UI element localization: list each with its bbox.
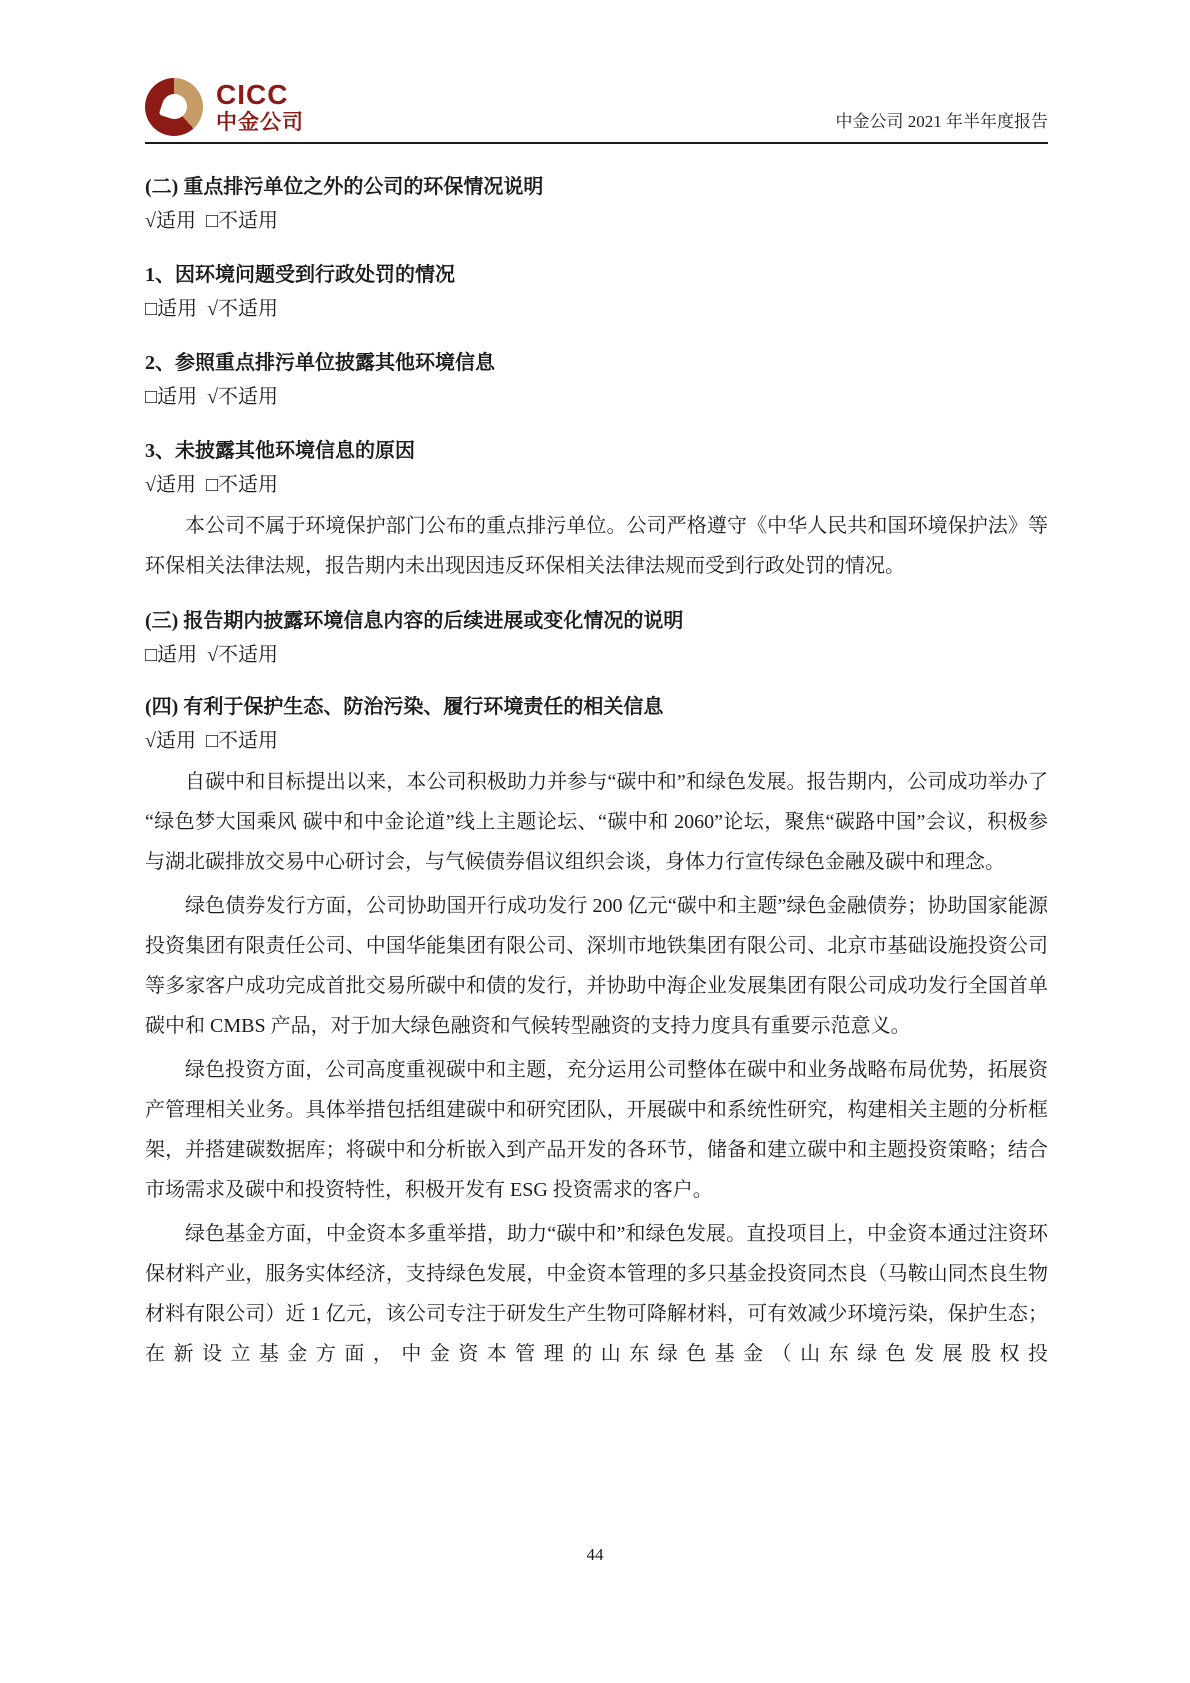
section2-applicability: √适用 □不适用 bbox=[145, 210, 279, 232]
section2-heading: (二) 重点排污单位之外的公司的环保情况说明 bbox=[145, 176, 544, 198]
item1-applicability: □适用 √不适用 bbox=[145, 298, 279, 320]
document-body bbox=[145, 144, 1048, 1374]
item3-heading: 3、未披露其他环境信息的原因 bbox=[145, 440, 415, 462]
section4-paragraph-1: 自碳中和目标提出以来，本公司积极助力并参与“碳中和”和绿色发展。报告期内，公司成功举办了“绿色梦大国乘风 碳中和中金论道”线上主题论坛、“碳中和 2060”论坛，聚焦“碳路中国”会议，积极参与湖北碳排放交易中心研讨会，与气候债券倡议组织会谈，身体力行宣传绿色金融及碳中和理念。 bbox=[145, 771, 1048, 873]
cicc-logo-text bbox=[216, 81, 304, 133]
section4-paragraph-4: 绿色基金方面，中金资本多重举措，助力“碳中和”和绿色发展。直投项目上，中金资本通过注资环保材料产业，服务实体经济，支持绿色发展，中金资本管理的多只基金投资同杰良（马鞍山同杰良生物材料有限公司）近 1 亿元，该公司专注于研发生产生物可降解材料，可有效减少环境污染，保护生态；在新设立基金方面，中金资本管理的山东绿色基金（山东绿色发展股权投 bbox=[145, 1223, 1048, 1365]
item3-paragraph: 本公司不属于环境保护部门公布的重点排污单位。公司严格遵守《中华人民共和国环境保护法》等环保相关法律法规，报告期内未出现因违反环保相关法律法规而受到行政处罚的情况。 bbox=[145, 515, 1048, 577]
section4-paragraph-2: 绿色债券发行方面，公司协助国开行成功发行 200 亿元“碳中和主题”绿色金融债券；协助国家能源投资集团有限责任公司、中国华能集团有限公司、深圳市地铁集团有限公司、北京市基础设施投资公司等多家客户成功完成首批交易所碳中和债的发行，并协助中海企业发展集团有限公司成功发行全国首单碳中和 CMBS 产品，对于加大绿色融资和气候转型融资的支持力度具有重要示范意义。 bbox=[145, 895, 1048, 1037]
report-title: 中金公司 2021 年半年度报告 bbox=[835, 112, 1048, 131]
logo-text-zh: 中金公司 bbox=[216, 111, 304, 134]
section4-paragraph-3: 绿色投资方面，公司高度重视碳中和主题，充分运用公司整体在碳中和业务战略布局优势，拓展资产管理相关业务。具体举措包括组建碳中和研究团队，开展碳中和系统性研究，构建相关主题的分析框架，并搭建碳数据库；将碳中和分析嵌入到产品开发的各环节，储备和建立碳中和主题投资策略；结合市场需求及碳中和投资特性，积极开发有 ESG 投资需求的客户。 bbox=[145, 1059, 1048, 1201]
section4-applicability: √适用 □不适用 bbox=[145, 730, 279, 752]
section3-applicability: □适用 √不适用 bbox=[145, 644, 279, 666]
item1-heading: 1、因环境问题受到行政处罚的情况 bbox=[145, 264, 455, 286]
section3-heading: (三) 报告期内披露环境信息内容的后续进展或变化情况的说明 bbox=[145, 610, 684, 632]
logo-text-en: CICC bbox=[216, 79, 289, 110]
page-header bbox=[145, 0, 1048, 136]
cicc-logo bbox=[145, 78, 304, 136]
item2-heading: 2、参照重点排污单位披露其他环境信息 bbox=[145, 352, 495, 374]
item3-applicability: √适用 □不适用 bbox=[145, 474, 279, 496]
item2-applicability: □适用 √不适用 bbox=[145, 386, 279, 408]
section4-heading: (四) 有利于保护生态、防治污染、履行环境责任的相关信息 bbox=[145, 696, 664, 718]
page-number: 44 bbox=[586, 1545, 604, 1564]
cicc-logo-icon bbox=[145, 78, 203, 136]
